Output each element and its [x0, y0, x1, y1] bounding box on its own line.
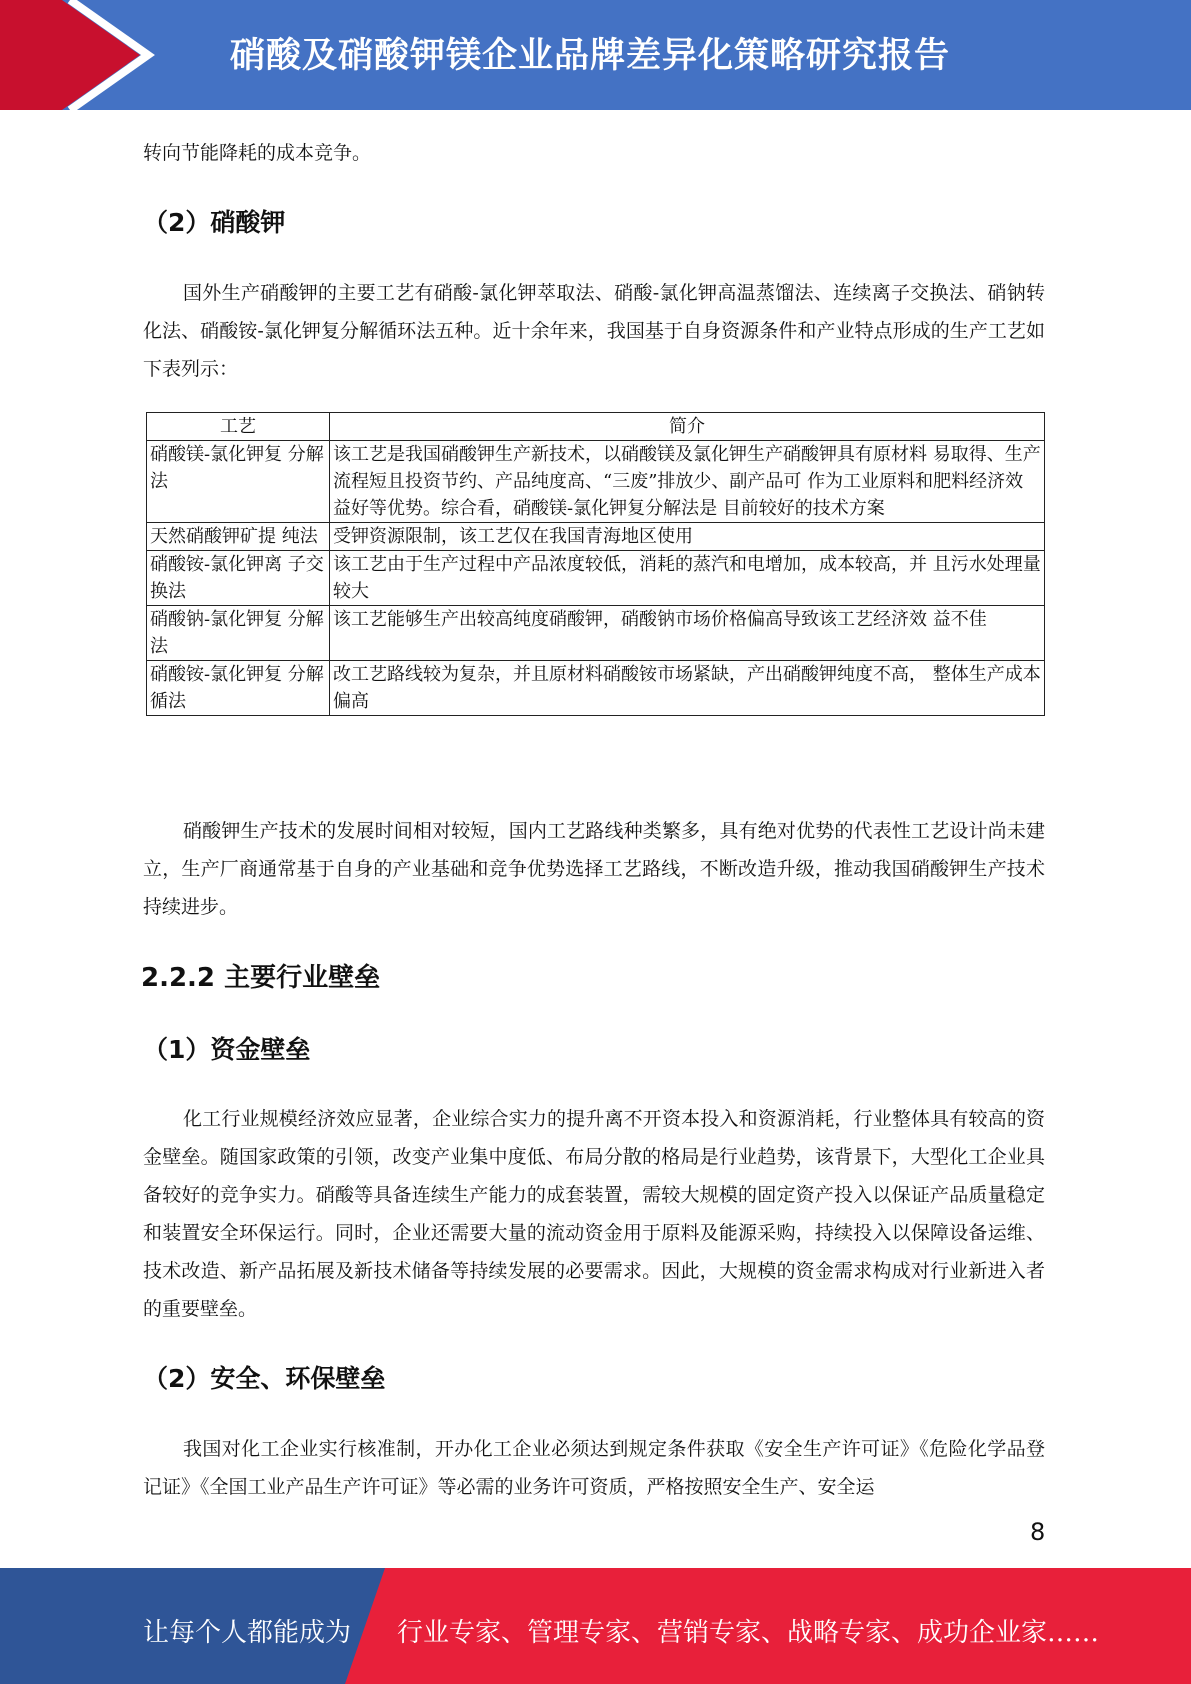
table-cell-intro: 改工艺路线较为复杂，并且原材料硝酸铵市场紧缺，产出硝酸钾纯度不高， 整体生产成本偏高 — [330, 661, 1045, 716]
table-cell-process: 天然硝酸钾矿提 纯法 — [147, 523, 330, 551]
table-header-row — [147, 413, 1045, 441]
process-table — [146, 412, 1045, 716]
heading-safety-barrier: （2）安全、环保壁垒 — [143, 1364, 386, 1393]
paragraph-foreign-processes: 国外生产硝酸钾的主要工艺有硝酸-氯化钾萃取法、硝酸-氯化钾高温蒸馏法、连续离子交换法、硝钠转化法、硝酸铵-氯化钾复分解循环法五种。近十余年来，我国基于自身资源条件和产业特点形成的生产工艺如下表列示： — [143, 282, 1045, 380]
paragraph-safety-barrier: 我国对化工企业实行核准制，开办化工企业必须达到规定条件获取《安全生产许可证》《危险化学品登记证》《全国工业产品生产许可证》等必需的业务许可资质，严格按照安全生产、安全运 — [143, 1438, 1045, 1498]
page-footer — [0, 1568, 1191, 1684]
footer-slogan-right: 行业专家、管理专家、营销专家、战略专家、成功企业家…… — [397, 1618, 1100, 1648]
page-number: 8 — [1030, 1518, 1046, 1546]
table-cell-intro: 该工艺是我国硝酸钾生产新技术，以硝酸镁及氯化钾生产硝酸钾具有原材料 易取得、生产流程短且投资节约、产品纯度高、“三废”排放少、副产品可 作为工业原料和肥料经济效益好等优势。综合看，硝酸镁-氯化钾复分解法是 目前较好的技术方案 — [330, 441, 1045, 523]
table-cell-intro: 该工艺能够生产出较高纯度硝酸钾，硝酸钠市场价格偏高导致该工艺经济效 益不佳 — [330, 606, 1045, 661]
report-title: 硝酸及硝酸钾镁企业品牌差异化策略研究报告 — [230, 36, 951, 76]
table-row — [147, 606, 1045, 661]
table-row — [147, 551, 1045, 606]
paragraph-continuation: 转向节能降耗的成本竞争。 — [143, 142, 372, 164]
footer-slogan-left: 让每个人都能成为 — [143, 1618, 352, 1648]
table-row — [147, 441, 1045, 523]
table-row — [147, 523, 1045, 551]
table-header-process: 工艺 — [147, 413, 330, 441]
table-row — [147, 661, 1045, 716]
paragraph-capital-barrier: 化工行业规模经济效应显著，企业综合实力的提升离不开资本投入和资源消耗，行业整体具有较高的资金壁垒。随国家政策的引领，改变产业集中度低、布局分散的格局是行业趋势，该背景下，大型化工企业具备较好的竞争实力。硝酸等具备连续生产能力的成套装置，需较大规模的固定资产投入以保证产品质量稳定和装置安全环保运行。同时，企业还需要大量的流动资金用于原料及能源采购，持续投入以保障设备运维、技术改造、新产品拓展及新技术储备等持续发展的必要需求。因此，大规模的资金需求构成对行业新进入者的重要壁垒。 — [143, 1108, 1045, 1320]
heading-capital-barrier: （1）资金壁垒 — [143, 1035, 311, 1064]
table-cell-process: 硝酸铵-氯化钾离 子交换法 — [147, 551, 330, 606]
heading-potassium-nitrate: （2）硝酸钾 — [143, 208, 286, 237]
table-cell-intro: 受钾资源限制，该工艺仅在我国青海地区使用 — [330, 523, 1045, 551]
heading-industry-barriers: 2.2.2 主要行业壁垒 — [141, 963, 381, 993]
paragraph-tech-development: 硝酸钾生产技术的发展时间相对较短，国内工艺路线种类繁多，具有绝对优势的代表性工艺设计尚未建立，生产厂商通常基于自身的产业基础和竞争优势选择工艺路线，不断改造升级，推动我国硝酸钾生产技术持续进步。 — [143, 820, 1045, 918]
page-header — [0, 0, 1191, 110]
table-cell-intro: 该工艺由于生产过程中产品浓度较低，消耗的蒸汽和电增加，成本较高，并 且污水处理量较大 — [330, 551, 1045, 606]
table-cell-process: 硝酸钠-氯化钾复 分解法 — [147, 606, 330, 661]
table-header-intro: 简介 — [330, 413, 1045, 441]
table-cell-process: 硝酸镁-氯化钾复 分解法 — [147, 441, 330, 523]
table-cell-process: 硝酸铵-氯化钾复 分解循法 — [147, 661, 330, 716]
